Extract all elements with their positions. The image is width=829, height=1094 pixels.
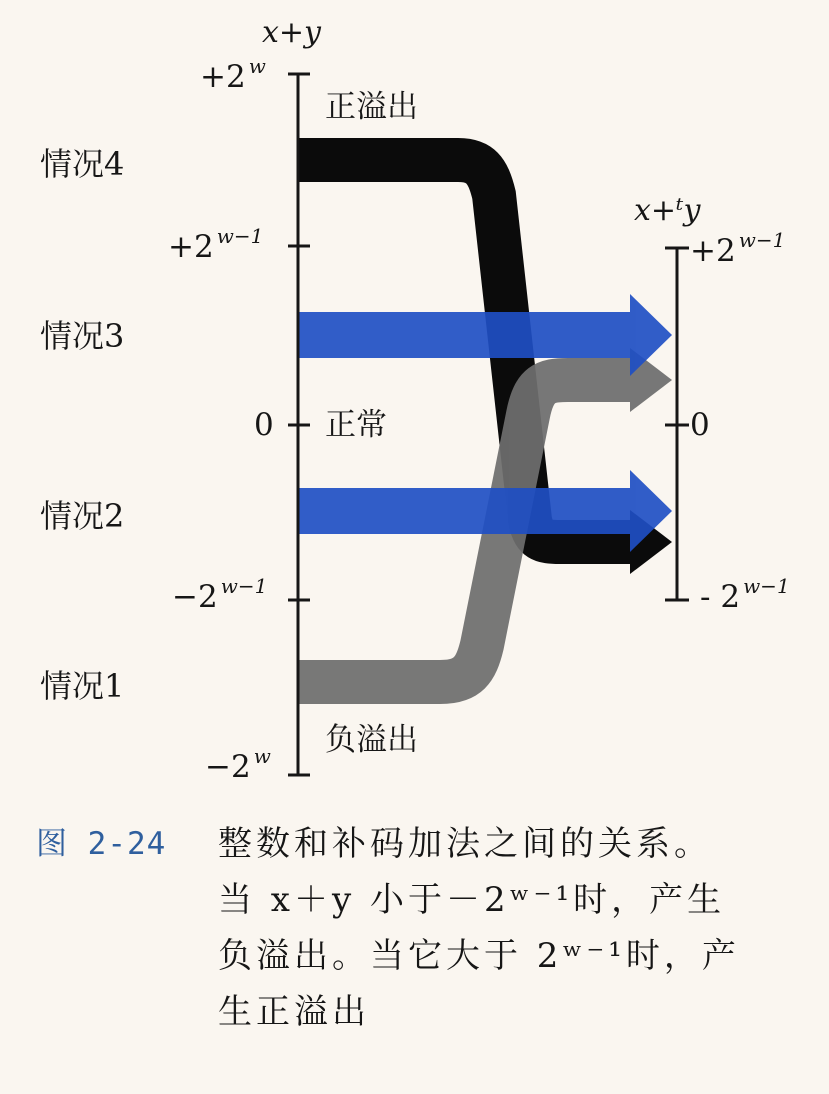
caption-line-4: 生正溢出 bbox=[218, 992, 370, 1032]
right-tick-label-zero: 0 bbox=[690, 407, 710, 443]
right-tick-label-plus-2w-1: +2 $^{w-1}$ bbox=[690, 228, 786, 269]
right-axis bbox=[665, 248, 689, 600]
normal-region-label: 正常 bbox=[325, 407, 387, 443]
left-axis-title: x+y bbox=[262, 15, 322, 50]
figure-number: 图 2-24 bbox=[36, 826, 167, 862]
caption-line-3: 负溢出。当它大于 2ʷ⁻¹时，产 bbox=[218, 936, 740, 976]
left-tick-label-plus-2w: +2 $^w$ bbox=[200, 54, 266, 95]
caption-line-2: 当 x＋y 小于－2ʷ⁻¹时，产生 bbox=[218, 880, 726, 920]
left-tick-label-zero: 0 bbox=[254, 407, 274, 443]
case-3-label: 情况3 bbox=[40, 317, 125, 355]
case-1-label: 情况1 bbox=[40, 667, 125, 705]
case-4-label: 情况4 bbox=[40, 145, 125, 183]
left-tick-label-minus-2w-1: −2 $^{w-1}$ bbox=[172, 574, 268, 615]
right-axis-title: x+ᵗy bbox=[634, 193, 701, 228]
left-tick-label-minus-2w: −2 $^w$ bbox=[205, 744, 271, 785]
case-2-label: 情况2 bbox=[40, 497, 125, 535]
caption-line-1: 整数和补码加法之间的关系。 bbox=[218, 824, 712, 864]
left-tick-label-plus-2w-1: +2 $^{w-1}$ bbox=[168, 224, 264, 265]
right-tick-label-minus-2w-1: - 2 $^{w-1}$ bbox=[700, 574, 790, 615]
negative-overflow-label: 负溢出 bbox=[325, 722, 418, 758]
positive-overflow-label: 正溢出 bbox=[325, 89, 418, 125]
